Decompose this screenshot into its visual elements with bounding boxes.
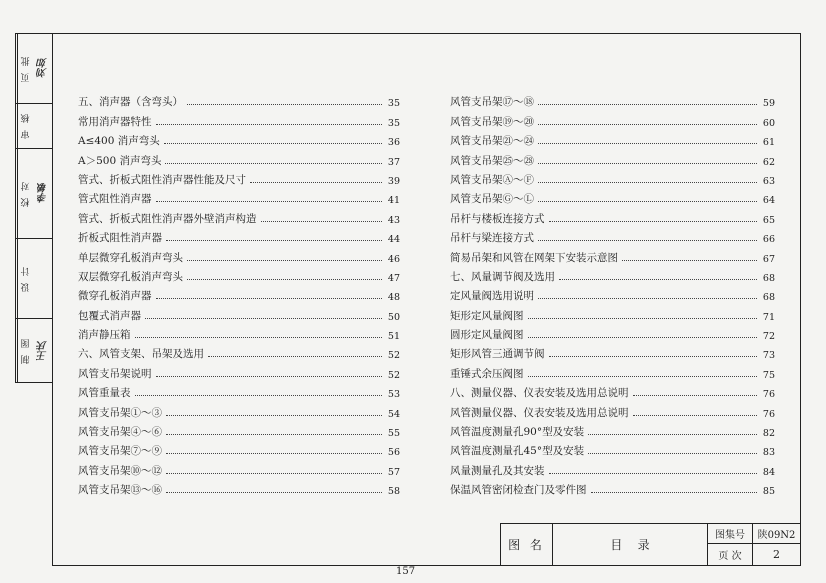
- dot-leader: [559, 278, 757, 280]
- toc-entry: [78, 478, 400, 497]
- toc-entry: [78, 168, 400, 187]
- dot-leader: [633, 394, 758, 396]
- toc-entry-page: 35: [387, 117, 400, 129]
- toc-entry-title: 吊杆与梁连接方式: [450, 232, 534, 245]
- signature: [34, 104, 53, 148]
- sidebar-label: 制 图: [17, 319, 34, 383]
- toc-entry-title: 吊杆与楼板连接方式: [450, 212, 545, 225]
- dot-leader: [166, 239, 382, 241]
- toc-entry: [450, 226, 775, 245]
- dot-leader: [588, 433, 757, 435]
- toc-entry-page: 41: [387, 195, 400, 207]
- toc-entry: [450, 303, 775, 322]
- toc-entry-title: 重锤式余压阀图: [450, 367, 524, 380]
- dot-leader: [166, 414, 382, 416]
- toc-entry-title: 风管支吊架⑰～⑱: [450, 96, 534, 109]
- toc-entry: [450, 400, 775, 419]
- toc-entry: [78, 361, 400, 380]
- toc-entry: [450, 148, 775, 167]
- page-value: 2: [773, 548, 780, 561]
- toc-entry-page: 60: [762, 117, 775, 129]
- dot-leader: [156, 375, 383, 377]
- toc-entry: [450, 420, 775, 439]
- toc-entry-page: 50: [387, 311, 400, 323]
- toc-entry: [450, 458, 775, 477]
- sidebar-label: 校 对: [17, 149, 34, 238]
- dot-leader: [261, 220, 383, 222]
- toc-entry: [78, 226, 400, 245]
- toc-entry-page: 51: [387, 331, 400, 343]
- title-block: [500, 523, 800, 565]
- toc-entry-page: 82: [762, 428, 775, 440]
- toc-entry: [78, 284, 400, 303]
- toc-entry: [78, 245, 400, 264]
- toc-entry-title: 风管支吊架Ⓖ～Ⓛ: [450, 193, 534, 206]
- toc-entry-title: 风管测量仪器、仪表安装及选用总说明: [450, 406, 629, 419]
- dot-leader: [208, 355, 382, 357]
- signature: 李敏: [38, 183, 49, 204]
- toc-entry-page: 83: [762, 447, 775, 459]
- toc-entry-title: A＞500 消声弯头: [78, 154, 162, 167]
- toc-entry-page: 36: [387, 137, 400, 149]
- toc-entry-title: 管式阻性消声器: [78, 193, 152, 206]
- dot-leader: [538, 200, 757, 202]
- toc-entry: [78, 187, 400, 206]
- toc-entry: [78, 458, 400, 477]
- toc-entry-page: 68: [762, 272, 775, 284]
- toc-entry-title: 风管支吊架⑩～⑫: [78, 464, 162, 477]
- toc-entry-page: 52: [387, 350, 400, 362]
- toc-entry-page: 76: [762, 408, 775, 420]
- atlas-no-label: 图集号: [708, 524, 753, 544]
- dot-leader: [156, 297, 383, 299]
- sidebar-cell-check: [16, 149, 53, 239]
- dot-leader: [528, 336, 758, 338]
- toc-entry-title: A≤400 消声弯头: [78, 135, 160, 148]
- toc-entry-page: 37: [387, 156, 400, 168]
- toc-entry-title: 风管温度测量孔45°型及安装: [450, 445, 585, 458]
- toc-entry-title: 保温风管密闭检查门及零件图: [450, 484, 587, 497]
- dot-leader: [538, 297, 757, 299]
- toc-entry-page: 35: [387, 98, 400, 110]
- toc-entry-page: 54: [387, 408, 400, 420]
- toc-entry: [450, 323, 775, 342]
- toc-entry-title: 管式、折板式阻性消声器性能及尺寸: [78, 173, 246, 186]
- toc-entry: [450, 439, 775, 458]
- toc-entry-title: 单层微穿孔板消声弯头: [78, 251, 183, 264]
- sidebar-cell-design: [16, 239, 53, 319]
- toc-entry-page: 68: [762, 292, 775, 304]
- toc-entry-title: 包覆式消声器: [78, 309, 141, 322]
- toc-entry: [450, 381, 775, 400]
- dot-leader: [591, 491, 758, 493]
- dot-leader: [187, 259, 382, 261]
- figure-name-label: 图 名: [501, 524, 553, 565]
- dot-leader: [538, 239, 757, 241]
- toc-entry-page: 47: [387, 272, 400, 284]
- toc-entry-page: 63: [762, 175, 775, 187]
- toc-entry: [78, 90, 400, 109]
- toc-entry-title: 八、测量仪器、仪表安装及选用总说明: [450, 387, 629, 400]
- dot-leader: [187, 103, 382, 105]
- sidebar-cell-approve: [16, 34, 53, 104]
- toc-entry-page: 72: [762, 331, 775, 343]
- signature: 王庆: [38, 341, 49, 361]
- signature: 刘如: [38, 58, 49, 79]
- toc-entry: [78, 323, 400, 342]
- toc-entry-page: 57: [387, 466, 400, 478]
- toc-entry: [78, 342, 400, 361]
- toc-entry: [450, 245, 775, 264]
- dot-leader: [538, 142, 757, 144]
- toc-entry-page: 84: [762, 466, 775, 478]
- toc-entry-title: 风管重量表: [78, 387, 131, 400]
- dot-leader: [538, 162, 757, 164]
- toc-entry-page: 76: [762, 389, 775, 401]
- toc-entry-title: 风管支吊架Ⓐ～Ⓕ: [450, 173, 534, 186]
- toc-entry-title: 风管支吊架⑲～⑳: [450, 115, 534, 128]
- toc-entry-title: 简易吊架和风管在网架下安装示意图: [450, 251, 618, 264]
- sidebar-label: 审 核: [17, 104, 34, 148]
- toc-entry-title: 风管温度测量孔90°型及安装: [450, 426, 585, 439]
- toc-entry-page: 58: [387, 486, 400, 498]
- toc-entry-title: 微穿孔板消声器: [78, 290, 152, 303]
- dot-leader: [166, 452, 382, 454]
- toc-entry-page: 56: [387, 447, 400, 459]
- toc-entry-title: 管式、折板式阻性消声器外壁消声构造: [78, 212, 257, 225]
- toc-entry-page: 73: [762, 350, 775, 362]
- toc-entry: [450, 168, 775, 187]
- toc-entry-title: 六、风管支架、吊架及选用: [78, 348, 204, 361]
- toc-entry-title: 风管支吊架⑦～⑨: [78, 445, 162, 458]
- toc-entry-page: 67: [762, 253, 775, 265]
- toc-entry: [450, 265, 775, 284]
- toc-entry-title: 矩形风管三通调节阀: [450, 348, 545, 361]
- toc-entry-page: 48: [387, 292, 400, 304]
- toc-entry: [78, 206, 400, 225]
- toc-entry: [78, 129, 400, 148]
- toc-entry-page: 75: [762, 369, 775, 381]
- toc-entry: [450, 206, 775, 225]
- toc-entry-title: 风管支吊架①～③: [78, 406, 162, 419]
- toc-entry-page: 66: [762, 234, 775, 246]
- toc-entry: [450, 90, 775, 109]
- page-label: 页 次: [708, 544, 753, 565]
- toc-entry-page: 61: [762, 137, 775, 149]
- dot-leader: [622, 259, 757, 261]
- toc-entry-title: 五、消声器（含弯头）: [78, 96, 183, 109]
- toc-entry-page: 59: [762, 98, 775, 110]
- toc-entry-page: 62: [762, 156, 775, 168]
- toc-entry-title: 风管支吊架说明: [78, 367, 152, 380]
- toc-entry: [450, 284, 775, 303]
- toc-entry: [450, 478, 775, 497]
- toc-entry-page: 71: [762, 311, 775, 323]
- toc-entry: [78, 420, 400, 439]
- dot-leader: [135, 394, 383, 396]
- toc-entry-page: 39: [387, 175, 400, 187]
- toc-entry-title: 风管支吊架⑬～⑯: [78, 484, 162, 497]
- toc-entry-title: 矩形定风量阀图: [450, 309, 524, 322]
- toc-entry: [78, 265, 400, 284]
- dot-leader: [538, 103, 757, 105]
- toc-entry-title: 定风量阀选用说明: [450, 290, 534, 303]
- approval-sidebar: [15, 33, 53, 383]
- toc-entry: [78, 381, 400, 400]
- toc-entry-title: 折板式阻性消声器: [78, 232, 162, 245]
- dot-leader: [528, 375, 758, 377]
- sidebar-label: 页 批: [17, 34, 34, 103]
- toc-entry-page: 46: [387, 253, 400, 265]
- toc-right-column: [450, 90, 775, 497]
- dot-leader: [187, 278, 382, 280]
- toc-entry-page: 44: [387, 234, 400, 246]
- sidebar-cell-review: [16, 104, 53, 149]
- toc-entry: [78, 303, 400, 322]
- toc-entry-page: 53: [387, 389, 400, 401]
- dot-leader: [135, 336, 383, 338]
- toc-entry-page: 43: [387, 214, 400, 226]
- signature: [34, 239, 53, 318]
- dot-leader: [166, 472, 382, 474]
- toc-left-column: [78, 90, 400, 497]
- toc-entry-page: 64: [762, 195, 775, 207]
- toc-entry-title: 双层微穿孔板消声弯头: [78, 270, 183, 283]
- toc-entry-title: 风管支吊架④～⑥: [78, 426, 162, 439]
- toc-entry-title: 常用消声器特性: [78, 115, 152, 128]
- dot-leader: [588, 452, 757, 454]
- toc-entry-page: 85: [762, 486, 775, 498]
- dot-leader: [549, 220, 758, 222]
- dot-leader: [250, 181, 382, 183]
- dot-leader: [633, 414, 758, 416]
- page-number: 157: [396, 566, 416, 577]
- dot-leader: [166, 491, 382, 493]
- dot-leader: [538, 123, 757, 125]
- toc-entry-title: 圆形定风量阀图: [450, 329, 524, 342]
- toc-entry-title: 风管支吊架㉕～㉘: [450, 154, 534, 167]
- toc-entry-title: 七、风量调节阀及选用: [450, 270, 555, 283]
- toc-entry: [450, 361, 775, 380]
- dot-leader: [549, 355, 758, 357]
- dot-leader: [538, 181, 757, 183]
- toc-entry-page: 65: [762, 214, 775, 226]
- dot-leader: [166, 433, 382, 435]
- toc-entry: [450, 129, 775, 148]
- toc-entry-page: 52: [387, 369, 400, 381]
- toc-entry-title: 消声静压箱: [78, 329, 131, 342]
- atlas-no: 陕09N2: [753, 524, 800, 544]
- toc-entry: [450, 187, 775, 206]
- toc-entry: [450, 109, 775, 128]
- dot-leader: [145, 317, 382, 319]
- toc-entry-title: 风量测量孔及其安装: [450, 464, 545, 477]
- dot-leader: [156, 200, 383, 202]
- toc-entry: [450, 342, 775, 361]
- figure-name: 目 录: [553, 524, 708, 565]
- dot-leader: [528, 317, 758, 319]
- toc-entry: [78, 109, 400, 128]
- toc-entry-title: 风管支吊架㉑～㉔: [450, 135, 534, 148]
- dot-leader: [165, 162, 382, 164]
- dot-leader: [164, 142, 382, 144]
- sidebar-label: 设 计: [17, 239, 34, 318]
- toc-entry: [78, 400, 400, 419]
- sidebar-cell-drafting: [16, 319, 53, 383]
- toc-entry: [78, 148, 400, 167]
- toc-entry: [78, 439, 400, 458]
- toc-entry-page: 55: [387, 428, 400, 440]
- dot-leader: [549, 472, 758, 474]
- dot-leader: [156, 123, 383, 125]
